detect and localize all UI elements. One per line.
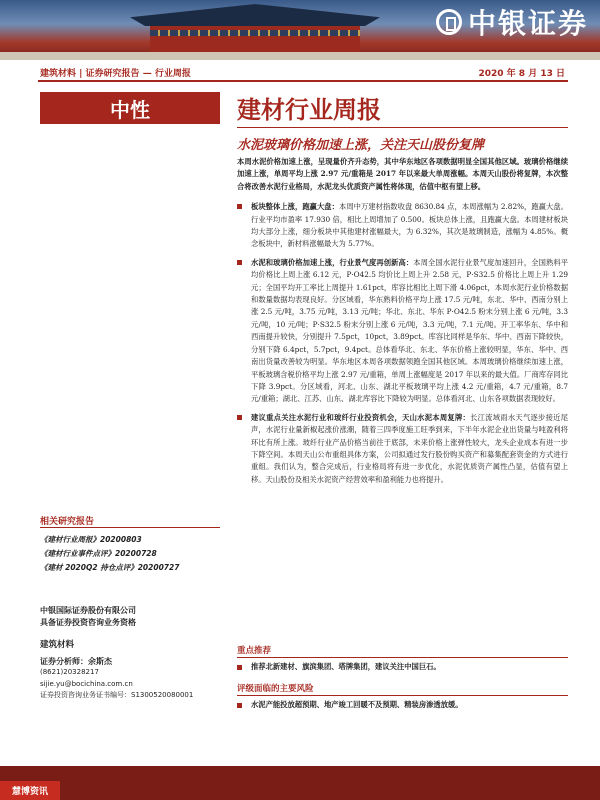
title-divider	[237, 127, 568, 128]
bullet-square-icon	[237, 665, 242, 670]
main-content	[237, 156, 568, 492]
company-qualification: 具备证券投资咨询业务资格	[40, 617, 136, 627]
company-name: 中银国际证券股份有限公司	[40, 605, 136, 615]
bullet-square-icon	[237, 703, 242, 708]
ground-graphic	[0, 52, 600, 60]
risk-item	[237, 700, 568, 710]
bullet-list	[237, 201, 568, 486]
risk-divider	[237, 695, 568, 696]
footer-bar	[0, 766, 600, 800]
related-reports-heading: 相关研究报告	[40, 517, 95, 527]
bullet-square-icon	[237, 204, 242, 209]
bullet-heading: 水泥和玻璃价格加速上涨，行业景气度再创新高：	[251, 257, 414, 267]
bullet-body: 长江流域雨水天气逐步接近尾声，水泥行业量新椒起涨价涨潮，随着三四季度施工旺季到来，下半年水泥企业出货量与吨盈利将环比有所上涨。玻纤行业产品价格当前往于底部，未来价格上涨弹性较大，龙头企业成本有进一步下降空间。本周天山公布重组具体方案，公司拟通过发行股份购买资产和募集配套资金的方式进行重组。我们认为，整合完成后，行业格局将有进一步优化，水泥优质资产属性凸显，估值有望上移。天山股份及相关水泥资产经营效率和盈利能力也将提升。	[251, 412, 569, 484]
related-report-link[interactable]: 《建材 2020Q2 持仓点评》20200727	[40, 563, 180, 572]
bullet-item	[237, 412, 568, 486]
analyst-name: 证券分析师：余斯杰	[40, 655, 112, 666]
header-divider	[38, 80, 568, 82]
key-recommend-divider	[237, 657, 568, 658]
key-recommend-item	[237, 662, 568, 672]
sector-label: 建筑材料	[40, 640, 75, 650]
company-info	[40, 604, 136, 628]
palace-roof-graphic	[130, 4, 380, 26]
bullet-body: 本周中万建材指数收盘 8630.84 点，本周涨幅为 2.82%，跑赢大盘。行业平均市盈率 17.930 倍，相比上周增加了 0.500。板块总体上涨，且跑赢大盘。本周建材板块均大部分上涨，细分板块中其他建材涨幅最大，为 6.32%，其次是玻璃制造，涨幅为 4.85%。概念板块中，新材料涨幅最大为 5.77%。	[251, 202, 569, 249]
analyst-license: 证券投资咨询业务证书编号：S1300520080001	[40, 691, 194, 699]
analyst-info	[40, 640, 230, 702]
bullet-heading: 板块整体上涨，跑赢大盘：	[251, 202, 339, 212]
bullet-heading: 建议重点关注水泥行业和玻纤行业投资机会，天山水泥本周复牌：	[251, 412, 471, 422]
report-subtitle: 水泥玻璃价格加速上涨，关注天山股份复牌	[237, 138, 485, 153]
rating-badge: 中性	[40, 92, 220, 124]
report-title: 建材行业周报	[237, 96, 381, 124]
risk-text: 水泥产能投放超预期、地产竣工回暖不及预期、精装房渗透放缓。	[251, 700, 463, 709]
bank-logo-icon	[436, 9, 462, 35]
bullet-square-icon	[237, 415, 242, 420]
lead-paragraph: 本周水泥价格加速上涨，呈现量价齐升态势，其中华东地区各项数据明显全国其他区域。玻璃价格继续加速上涨，单周平均上涨 2.97 元/重箱是 2017 年以来最大单周涨幅。本周天山股份将复牌，本次整合将改善水泥行业格局，水泥龙头优质资产属性将体现，估值中枢有望上移。	[237, 157, 568, 191]
key-recommend-heading: 重点推荐	[237, 646, 272, 656]
key-recommend-text: 推荐北新建材、旗滨集团、塔牌集团，建议关注中国巨石。	[251, 662, 441, 671]
breadcrumb: 建筑材料 | 证券研究报告 — 行业周报	[40, 69, 191, 79]
report-date: 2020 年 8 月 13 日	[478, 69, 565, 79]
risk-heading: 评级面临的主要风险	[237, 684, 314, 694]
bullet-item	[237, 257, 568, 406]
brand-name: 中银证券	[467, 7, 588, 40]
related-divider	[40, 527, 220, 528]
related-report-link[interactable]: 《建材行业周报》20200803	[40, 535, 142, 544]
bullet-item	[237, 201, 568, 251]
related-report-link[interactable]: 《建材行业事件点评》20200728	[40, 549, 157, 558]
footer-watermark: 慧博资讯	[0, 781, 60, 800]
bullet-body: 本周全国水泥行业景气度加速回升，全国熟料平均价格比上周上涨 6.12 元，P·O42.5 均价比上周上升 2.58 元，P·S32.5 价格比上周上升 1.29 元；全国平均开工率比上周提升 1.61pct，库容比相比上周下滑 4.06pct，本周水泥行业价格数据和数量数据均表现良好。分区域看，华东熟料价格平均上涨 17.5 元/吨，东北、华中、西南分别上涨 2.5 元/吨，3.75 元/吨，3.13 元/吨；华北、东北、华东 P·O42.5 粉末分别上涨 6 元/吨，3.3 元/吨，10 元/吨；P·S32.5 粉末分别上涨 6 元/吨，3.3 元/吨，7.1 元/吨。开工率华东、华中和西南提升较快，分别提升 7.5pct，10pct，3.89pct。库容比同样是华东、华中、西南下降较快，分别下降 6.4pct，5.7pct，9.4pct。总体看华北、东北、华东价格上涨较明显，华东、华中、西南出货量改善较为明显。华东地区本周各项数据领跑全国其他区域。本周玻璃价格继续加速上涨，平板玻璃含税价格平均上涨 2.97 元/重箱，单周上涨幅度是 2017 年以来的最大值。厂商库存同比下降 3.9pct。分区域看，河北、山东、湖北平板玻璃平均上涨 4.2 元/重箱，4.7 元/重箱，8.7 元/重箱；湖北、江苏、山东、湖北库容比下降较为明显。总体看河北、山东各项数据表现较好。	[251, 257, 569, 404]
bullet-square-icon	[237, 260, 242, 265]
related-reports-list	[40, 533, 220, 575]
analyst-phone: (8621)20328217	[40, 668, 99, 676]
header-banner	[0, 0, 600, 60]
analyst-email[interactable]: sijie.yu@bocichina.com.cn	[40, 679, 133, 688]
brand-logo	[436, 2, 588, 42]
